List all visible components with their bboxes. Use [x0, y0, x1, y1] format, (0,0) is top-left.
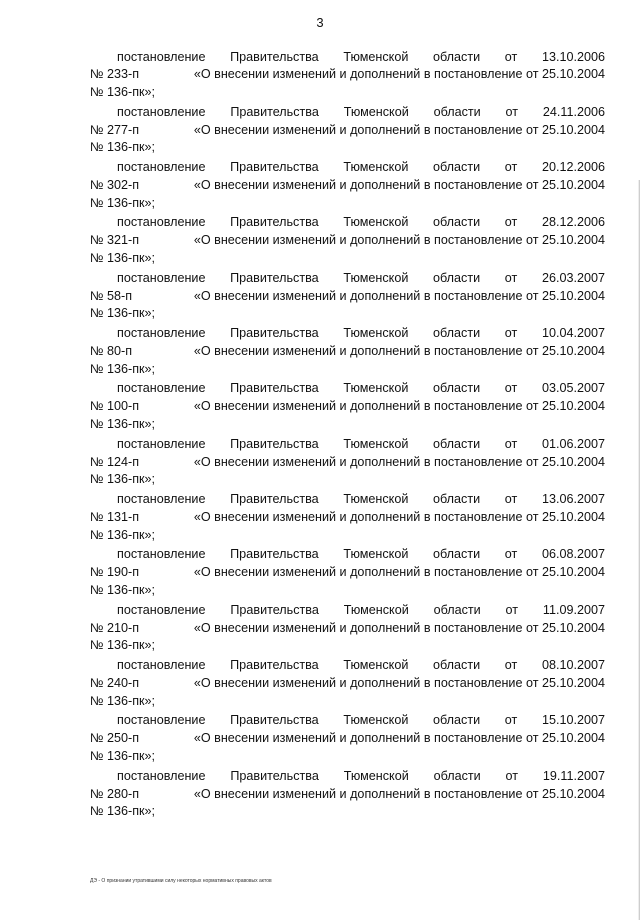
intro-word: Тюменской	[343, 49, 409, 64]
intro-word: постановление	[117, 713, 206, 728]
intro-word: Тюменской	[343, 602, 409, 617]
intro-word: Тюменской	[343, 270, 409, 285]
resolution-number: № 131-п	[90, 509, 140, 524]
resolution-date: 03.05.2007	[541, 381, 605, 396]
intro-word: Правительства	[230, 215, 319, 230]
entry-line-2	[90, 620, 605, 638]
intro-word: от	[505, 602, 519, 617]
resolution-date: 13.10.2006	[541, 49, 605, 64]
resolution-number: № 321-п	[90, 233, 140, 248]
intro-word: от	[504, 215, 518, 230]
resolution-number: № 280-п	[90, 786, 140, 801]
amended-resolution-number: № 136-пк»;	[90, 693, 156, 708]
intro-word: области	[433, 160, 481, 175]
intro-word: области	[433, 547, 481, 562]
intro-word: постановление	[117, 270, 206, 285]
resolution-title: «О внесении изменений и дополнений в постановление от 25.10.2004	[193, 454, 605, 469]
resolution-title: «О внесении изменений и дополнений в постановление от 25.10.2004	[193, 67, 605, 82]
intro-word: области	[433, 49, 481, 64]
resolution-date: 19.11.2007	[542, 768, 605, 783]
entry-line-1	[90, 436, 605, 454]
intro-word: области	[433, 215, 481, 230]
entry-line-1	[90, 214, 605, 232]
intro-word: Правительства	[230, 49, 319, 64]
intro-word: Тюменской	[343, 547, 409, 562]
resolution-title: «О внесении изменений и дополнений в постановление от 25.10.2004	[193, 288, 605, 303]
amended-resolution-number: № 136-пк»;	[90, 251, 156, 266]
intro-word: постановление	[117, 436, 206, 451]
intro-word: постановление	[117, 160, 206, 175]
intro-word: области	[433, 436, 481, 451]
intro-word: Тюменской	[343, 160, 409, 175]
resolution-number: № 210-п	[90, 620, 140, 635]
amended-resolution-number: № 136-пк»;	[90, 638, 156, 653]
intro-word: Правительства	[230, 270, 319, 285]
resolution-date: 28.12.2006	[541, 215, 605, 230]
intro-word: Правительства	[230, 602, 319, 617]
resolution-number: № 58-п	[90, 288, 133, 303]
intro-word: постановление	[117, 547, 206, 562]
resolution-entry	[90, 270, 605, 325]
resolution-number: № 250-п	[90, 731, 140, 746]
intro-word: постановление	[117, 104, 206, 119]
amended-resolution-number: № 136-пк»;	[90, 195, 156, 210]
entry-line-1	[90, 657, 605, 675]
entry-line-2	[90, 786, 605, 804]
resolution-number: № 124-п	[90, 454, 140, 469]
amended-resolution-number: № 136-пк»;	[90, 361, 156, 376]
entry-line-2	[90, 398, 605, 416]
intro-word: Правительства	[230, 658, 319, 673]
intro-word: от	[504, 381, 518, 396]
amended-resolution-number: № 136-пк»;	[90, 85, 156, 100]
resolution-entry	[90, 214, 605, 269]
resolution-date: 11.09.2007	[542, 602, 605, 617]
amended-resolution-number: № 136-пк»;	[90, 749, 156, 764]
intro-word: постановление	[117, 768, 206, 783]
entry-line-1	[90, 546, 605, 564]
resolution-title: «О внесении изменений и дополнений в постановление от 25.10.2004	[193, 675, 605, 690]
entry-line-2	[90, 509, 605, 527]
intro-word: Правительства	[230, 768, 319, 783]
intro-word: от	[504, 326, 518, 341]
intro-word: Тюменской	[343, 381, 409, 396]
intro-word: области	[433, 381, 481, 396]
entry-line-2	[90, 66, 605, 84]
resolution-number: № 240-п	[90, 675, 140, 690]
resolution-entry	[90, 768, 605, 823]
resolution-entry	[90, 712, 605, 767]
intro-word: постановление	[117, 658, 206, 673]
intro-word: от	[505, 768, 519, 783]
intro-word: области	[433, 492, 481, 507]
intro-word: постановление	[117, 215, 206, 230]
entry-line-2	[90, 730, 605, 748]
entry-line-2	[90, 122, 605, 140]
intro-word: от	[505, 104, 519, 119]
resolution-date: 10.04.2007	[541, 326, 605, 341]
entry-line-1	[90, 159, 605, 177]
intro-word: области	[433, 768, 481, 783]
intro-word: Тюменской	[343, 713, 409, 728]
resolution-date: 13.06.2007	[541, 492, 605, 507]
resolution-entry	[90, 546, 605, 601]
intro-word: от	[504, 713, 518, 728]
resolution-title: «О внесении изменений и дополнений в постановление от 25.10.2004	[193, 343, 605, 358]
entry-line-1	[90, 712, 605, 730]
resolution-date: 06.08.2007	[541, 547, 605, 562]
intro-word: Правительства	[230, 492, 319, 507]
intro-word: от	[504, 658, 518, 673]
intro-word: области	[433, 326, 481, 341]
resolution-date: 08.10.2007	[541, 658, 605, 673]
resolution-title: «О внесении изменений и дополнений в постановление от 25.10.2004	[193, 399, 605, 414]
entry-line-2	[90, 232, 605, 250]
entry-line-2	[90, 177, 605, 195]
amended-resolution-number: № 136-пк»;	[90, 140, 156, 155]
resolution-entry	[90, 380, 605, 435]
entry-line-1	[90, 325, 605, 343]
resolution-entry	[90, 104, 605, 159]
intro-word: постановление	[117, 602, 206, 617]
entry-line-2	[90, 454, 605, 472]
amended-resolution-number: № 136-пк»;	[90, 527, 156, 542]
intro-word: постановление	[117, 492, 206, 507]
entry-line-2	[90, 343, 605, 361]
resolution-title: «О внесении изменений и дополнений в постановление от 25.10.2004	[193, 233, 605, 248]
resolution-title: «О внесении изменений и дополнений в постановление от 25.10.2004	[193, 620, 605, 635]
resolution-date: 15.10.2007	[541, 713, 605, 728]
entry-line-1	[90, 602, 605, 620]
intro-word: Тюменской	[343, 104, 409, 119]
entry-line-2	[90, 675, 605, 693]
resolution-number: № 190-п	[90, 565, 140, 580]
resolution-entry	[90, 436, 605, 491]
resolution-date: 01.06.2007	[541, 436, 605, 451]
intro-word: Правительства	[230, 713, 319, 728]
resolution-title: «О внесении изменений и дополнений в постановление от 25.10.2004	[193, 509, 605, 524]
amended-resolution-number: № 136-пк»;	[90, 306, 156, 321]
resolution-title: «О внесении изменений и дополнений в постановление от 25.10.2004	[193, 731, 605, 746]
intro-word: от	[504, 160, 518, 175]
intro-word: Правительства	[230, 436, 319, 451]
intro-word: Правительства	[230, 381, 319, 396]
intro-word: Правительства	[230, 104, 319, 119]
footer-filename: ДЭ - О признании утратившими силу некоторых нормативных правовых актов	[90, 878, 272, 884]
intro-word: Тюменской	[343, 492, 409, 507]
resolution-entry	[90, 491, 605, 546]
resolution-number: № 233-п	[90, 67, 140, 82]
amended-resolution-number: № 136-пк»;	[90, 472, 156, 487]
resolution-date: 20.12.2006	[541, 160, 605, 175]
entry-line-1	[90, 491, 605, 509]
entry-line-1	[90, 49, 605, 67]
entry-line-1	[90, 768, 605, 786]
resolution-title: «О внесении изменений и дополнений в постановление от 25.10.2004	[193, 786, 605, 801]
intro-word: области	[433, 602, 481, 617]
intro-word: области	[433, 104, 481, 119]
intro-word: Тюменской	[343, 436, 409, 451]
entry-line-2	[90, 288, 605, 306]
resolution-number: № 302-п	[90, 177, 140, 192]
intro-word: Правительства	[230, 160, 319, 175]
resolution-date: 26.03.2007	[541, 270, 605, 285]
intro-word: Тюменской	[343, 768, 409, 783]
resolution-title: «О внесении изменений и дополнений в постановление от 25.10.2004	[193, 122, 605, 137]
intro-word: от	[504, 270, 518, 285]
intro-word: Тюменской	[343, 326, 409, 341]
intro-word: Правительства	[230, 547, 319, 562]
intro-word: постановление	[117, 49, 206, 64]
resolution-number: № 100-п	[90, 399, 140, 414]
resolution-date: 24.11.2006	[542, 104, 605, 119]
intro-word: от	[504, 49, 518, 64]
resolution-number: № 80-п	[90, 343, 133, 358]
intro-word: от	[504, 436, 518, 451]
page-number: 3	[316, 15, 324, 30]
entry-line-2	[90, 564, 605, 582]
resolutions-list	[90, 49, 605, 824]
resolution-title: «О внесении изменений и дополнений в постановление от 25.10.2004	[193, 565, 605, 580]
intro-word: Тюменской	[343, 658, 409, 673]
intro-word: области	[433, 270, 481, 285]
entry-line-1	[90, 380, 605, 398]
intro-word: Тюменской	[343, 215, 409, 230]
entry-line-1	[90, 270, 605, 288]
resolution-entry	[90, 602, 605, 657]
resolution-number: № 277-п	[90, 122, 140, 137]
entry-line-1	[90, 104, 605, 122]
intro-word: от	[504, 492, 518, 507]
resolution-title: «О внесении изменений и дополнений в постановление от 25.10.2004	[193, 177, 605, 192]
amended-resolution-number: № 136-пк»;	[90, 804, 156, 819]
amended-resolution-number: № 136-пк»;	[90, 417, 156, 432]
resolution-entry	[90, 325, 605, 380]
resolution-entry	[90, 159, 605, 214]
amended-resolution-number: № 136-пк»;	[90, 583, 156, 598]
intro-word: постановление	[117, 381, 206, 396]
intro-word: области	[433, 713, 481, 728]
resolution-entry	[90, 657, 605, 712]
intro-word: области	[433, 658, 481, 673]
intro-word: постановление	[117, 326, 206, 341]
intro-word: Правительства	[230, 326, 319, 341]
resolution-entry	[90, 49, 605, 104]
intro-word: от	[504, 547, 518, 562]
